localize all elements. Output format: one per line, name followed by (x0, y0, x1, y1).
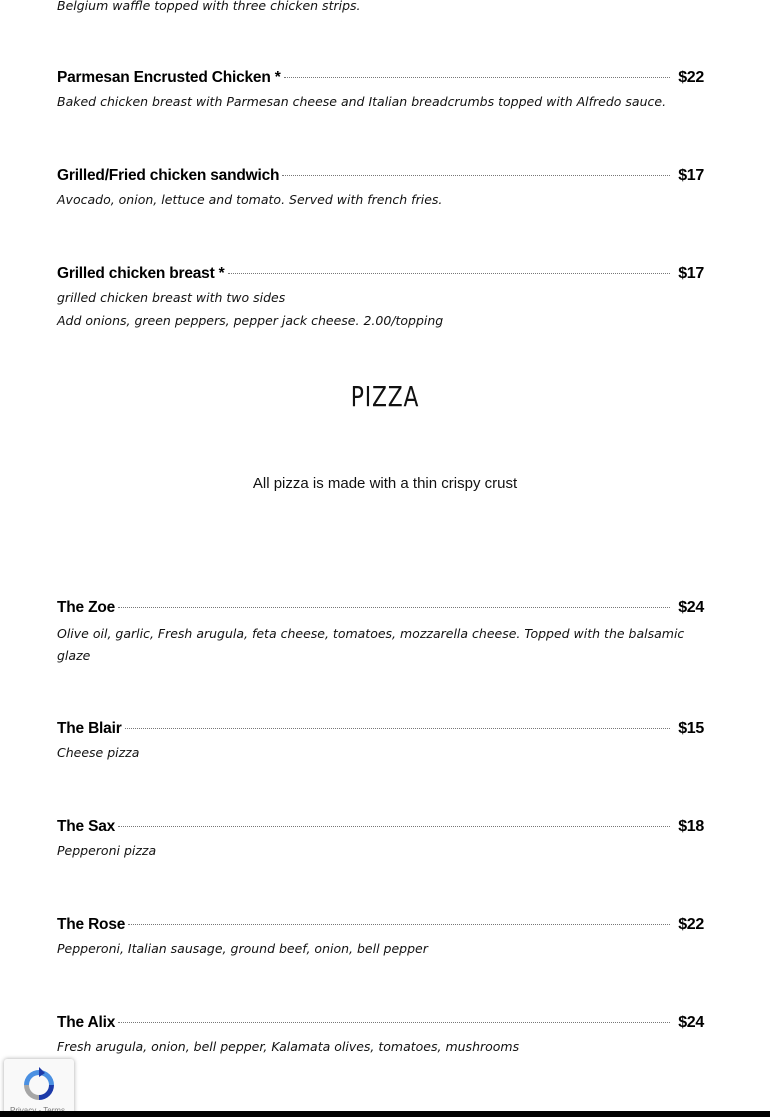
menu-item-name: Grilled/Fried chicken sandwich (57, 167, 280, 184)
menu-item-description: Avocado, onion, lettuce and tomato. Served with french fries. (57, 192, 443, 207)
menu-item-description-extra: Add onions, green peppers, pepper jack cheese. 2.00/topping (57, 313, 444, 328)
menu-item-name: The Rose (57, 916, 126, 933)
menu-item-price: $22 (678, 69, 704, 86)
leader-dots (228, 273, 671, 274)
recaptcha-badge[interactable] (4, 1059, 74, 1117)
leader-dots (284, 77, 671, 78)
item-description-fragment: Belgium waffle topped with three chicken strips. (57, 0, 361, 13)
menu-item-name: Grilled chicken breast * (57, 265, 225, 282)
leader-dots (128, 924, 670, 925)
menu-item-price: $15 (678, 720, 704, 737)
menu-item-description: Baked chicken breast with Parmesan cheese and Italian breadcrumbs topped with Alfredo sauce. (57, 94, 667, 109)
leader-dots (282, 175, 670, 176)
menu-item (57, 916, 704, 960)
menu-item (57, 1014, 704, 1058)
section-subtitle: All pizza is made with a thin crispy crust (252, 475, 518, 492)
menu-item-price: $18 (678, 818, 704, 835)
section-title: PIZZA (350, 380, 420, 413)
leader-dots (118, 607, 670, 608)
recaptcha-icon (21, 1067, 57, 1108)
menu-item-description: grilled chicken breast with two sides (57, 290, 286, 305)
leader-dots (118, 826, 670, 827)
menu-item (57, 818, 704, 862)
leader-dots (118, 1022, 670, 1023)
menu-item (57, 69, 704, 113)
menu-item-description: Pepperoni pizza (57, 843, 157, 858)
menu-item (57, 167, 704, 211)
menu-item-description: Cheese pizza (57, 745, 140, 760)
menu-item (57, 720, 704, 764)
menu-item-price: $24 (678, 1014, 704, 1031)
menu-item-description: Olive oil, garlic, Fresh arugula, feta cheese, tomatoes, mozzarella cheese. Topped with the balsamic glaze (57, 626, 685, 663)
menu-item-name: The Blair (57, 720, 122, 737)
menu-item-description: Pepperoni, Italian sausage, ground beef, onion, bell pepper (57, 941, 428, 956)
menu-item-description: Fresh arugula, onion, bell pepper, Kalamata olives, tomatoes, mushrooms (57, 1039, 520, 1054)
menu-item-name: Parmesan Encrusted Chicken * (57, 69, 281, 86)
menu-item (57, 265, 704, 332)
menu-item-price: $17 (678, 265, 704, 282)
menu-item (57, 599, 704, 667)
menu-item-price: $17 (678, 167, 704, 184)
menu-item-price: $22 (678, 916, 704, 933)
menu-item-name: The Sax (57, 818, 116, 835)
footer-bar (0, 1111, 770, 1117)
menu-item-name: The Zoe (57, 599, 116, 616)
menu-item-price: $24 (678, 599, 704, 616)
menu-item-name: The Alix (57, 1014, 116, 1031)
leader-dots (125, 728, 671, 729)
